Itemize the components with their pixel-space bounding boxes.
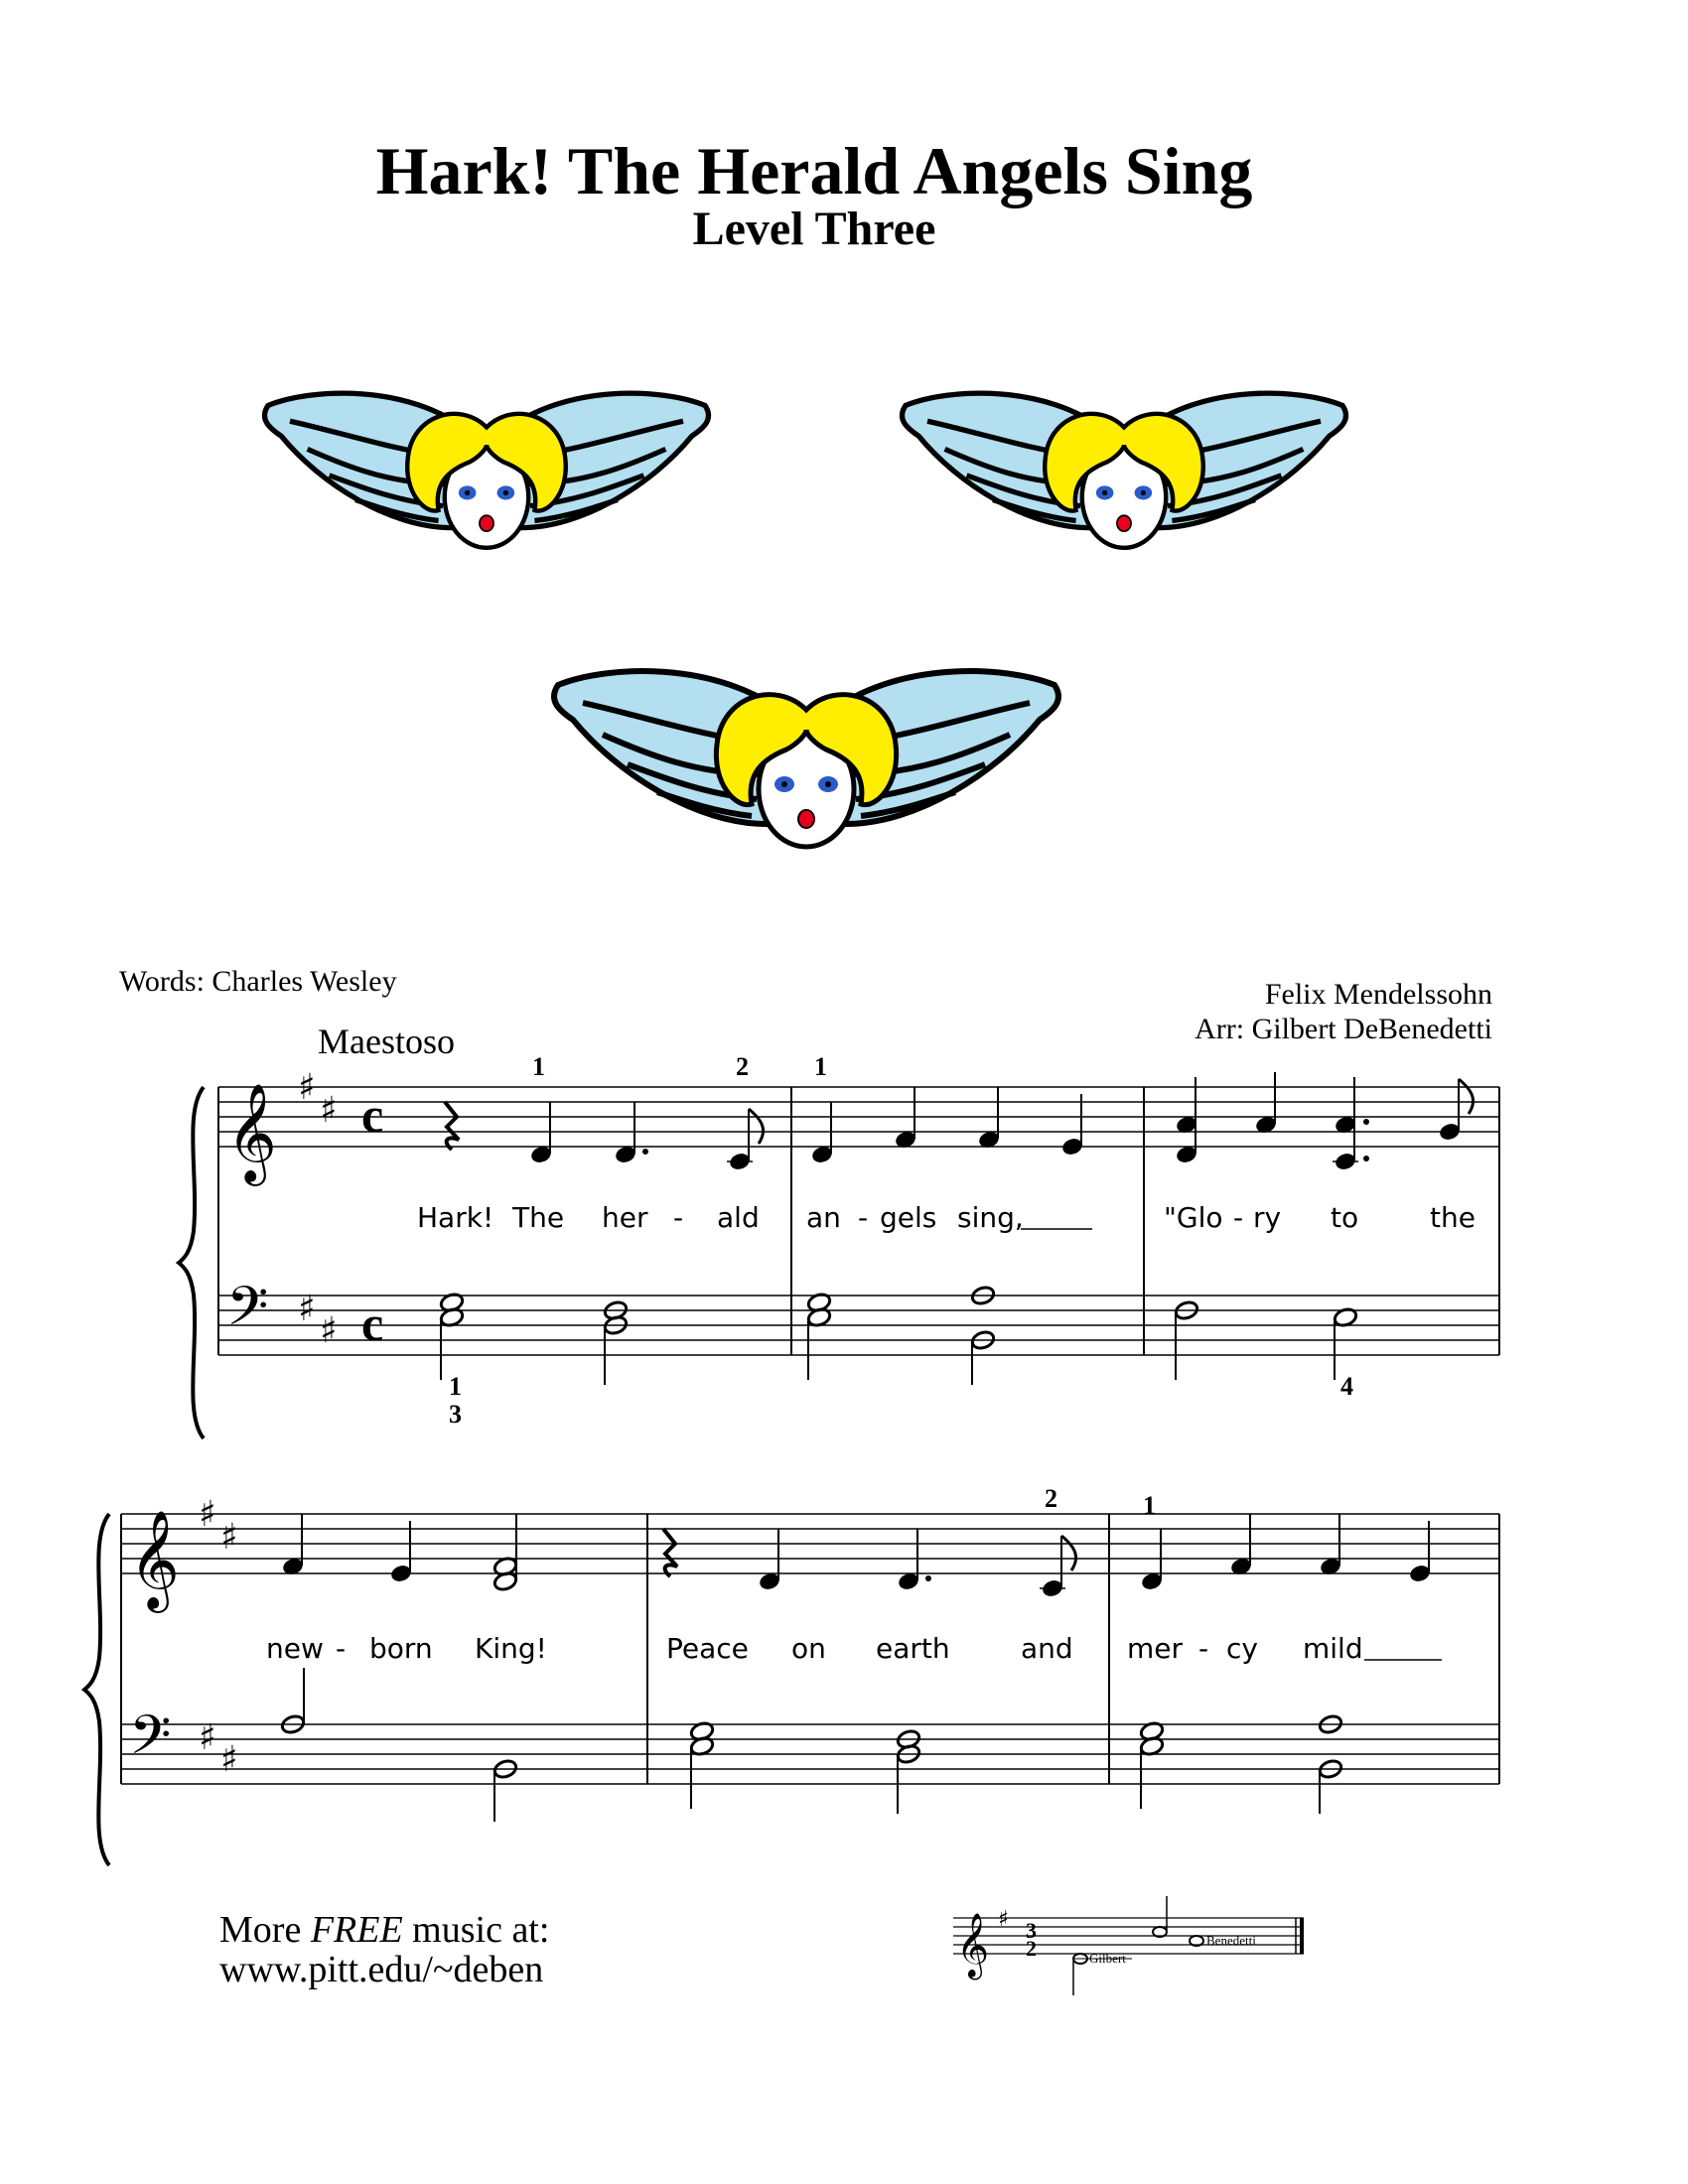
treble-clef-icon: 𝄞 xyxy=(956,1913,990,1978)
bass-notes xyxy=(280,1668,1343,1822)
lyric: mild xyxy=(1303,1632,1363,1665)
lyric: cy xyxy=(1226,1632,1258,1665)
fingering: 1 xyxy=(814,1052,827,1081)
footer-url-link[interactable]: www.pitt.edu/~deben xyxy=(219,1949,544,1990)
logo-text: Benedetti xyxy=(1206,1933,1256,1948)
lyric: The xyxy=(512,1201,565,1234)
fingering: 1 xyxy=(532,1052,545,1081)
treble-staff xyxy=(218,1087,1499,1147)
bass-notes xyxy=(439,1285,1358,1385)
fingering: 2 xyxy=(1045,1484,1057,1513)
lyric: King! xyxy=(475,1632,547,1665)
lyric: new xyxy=(266,1632,324,1665)
bass-staff xyxy=(218,1296,1499,1355)
fingering: 2 xyxy=(736,1052,749,1081)
bass-staff xyxy=(121,1724,1499,1784)
sharp-icon: ♯ xyxy=(320,1090,338,1131)
fingering: 1 xyxy=(1143,1491,1156,1520)
treble-notes xyxy=(281,1514,1432,1598)
lyric: Hark! xyxy=(417,1201,494,1234)
svg-text:3: 3 xyxy=(1026,1918,1037,1943)
lyric: - xyxy=(1198,1632,1209,1665)
sharp-icon: ♯ xyxy=(220,1739,238,1780)
composer-credit: Felix Mendelssohn xyxy=(1264,978,1492,1011)
page-title: Hark! The Herald Angels Sing xyxy=(375,133,1253,208)
lyric: and xyxy=(1021,1632,1073,1665)
lyric: to xyxy=(1331,1201,1359,1234)
music-staff-logo xyxy=(953,1896,1304,1995)
fingering: 1 xyxy=(449,1372,462,1401)
sharp-icon: ♯ xyxy=(199,1717,216,1758)
lyric: earth xyxy=(876,1632,950,1665)
lyric: - xyxy=(858,1201,869,1234)
treble-clef-icon: 𝄞 xyxy=(226,1083,277,1182)
sharp-icon: ♯ xyxy=(298,1289,316,1329)
lyric: born xyxy=(369,1632,433,1665)
lyric: on xyxy=(791,1632,826,1665)
common-time-icon: c xyxy=(361,1296,384,1351)
lyric: - xyxy=(673,1201,684,1234)
grand-staff-brace xyxy=(179,1087,204,1438)
common-time-icon: c xyxy=(361,1087,384,1143)
grand-staff-brace xyxy=(84,1514,109,1865)
footer-promo: More FREE music at: xyxy=(219,1909,550,1951)
system-1 xyxy=(179,1052,1499,1438)
system-2 xyxy=(84,1484,1499,1865)
fingering: 4 xyxy=(1340,1372,1353,1401)
lyric: gels xyxy=(880,1201,937,1234)
sharp-icon: ♯ xyxy=(320,1310,338,1351)
lyric: - xyxy=(336,1632,347,1665)
lyric: "Glo xyxy=(1164,1201,1223,1234)
treble-clef-icon: 𝄞 xyxy=(129,1510,180,1609)
sharp-icon: ♯ xyxy=(298,1067,316,1108)
sharp-icon: ♯ xyxy=(998,1907,1009,1932)
quarter-rest-icon xyxy=(445,1102,459,1150)
sharp-icon: ♯ xyxy=(220,1517,238,1558)
lyric: an xyxy=(806,1201,841,1234)
arranger-credit: Arr: Gilbert DeBenedetti xyxy=(1195,1013,1492,1045)
lyric: Peace xyxy=(666,1632,749,1665)
svg-text:2: 2 xyxy=(1026,1936,1037,1961)
tempo-marking: Maestoso xyxy=(318,1022,455,1061)
words-credit: Words: Charles Wesley xyxy=(119,965,397,998)
logo-text: Gilbert xyxy=(1089,1951,1126,1966)
lyric: ald xyxy=(717,1201,760,1234)
fingering: 3 xyxy=(449,1400,462,1429)
page-subtitle: Level Three xyxy=(692,203,936,255)
lyric: ry xyxy=(1253,1201,1282,1234)
lyric: her xyxy=(602,1201,648,1234)
treble-staff xyxy=(121,1514,1499,1573)
lyric: sing, xyxy=(957,1201,1024,1234)
bass-clef-icon: 𝄢 xyxy=(129,1704,172,1780)
sharp-icon: ♯ xyxy=(199,1494,216,1535)
lyric: mer xyxy=(1127,1632,1184,1665)
bass-clef-icon: 𝄢 xyxy=(226,1275,269,1351)
quarter-rest-icon xyxy=(663,1529,677,1576)
lyric: - xyxy=(1233,1201,1244,1234)
lyric: the xyxy=(1430,1201,1476,1234)
